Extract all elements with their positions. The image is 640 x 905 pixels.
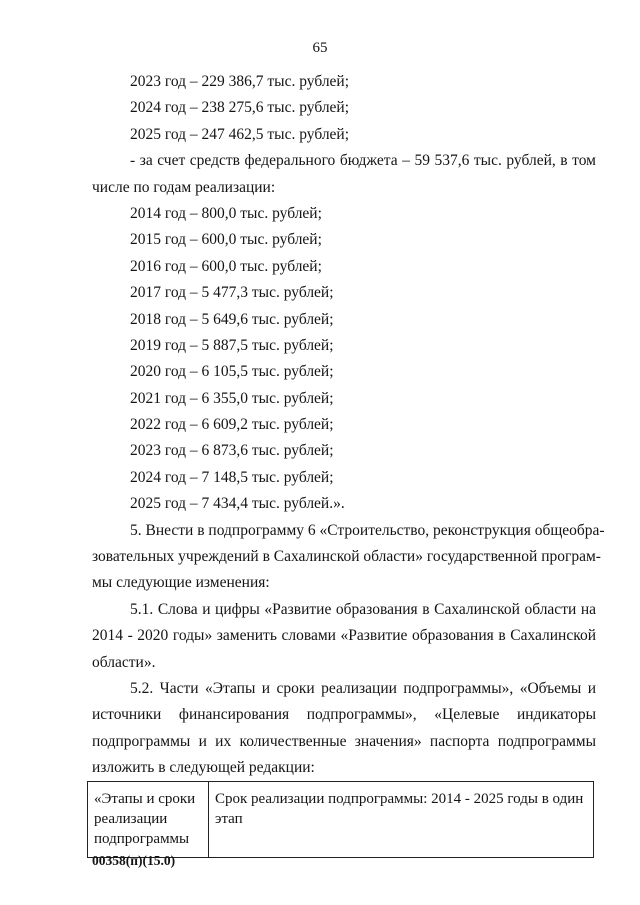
federal-line-2017: 2017 год – 5 477,3 тыс. рублей;: [130, 284, 334, 302]
paragraph-5-2-line-4: изложить в следующей редакции:: [92, 759, 315, 777]
federal-line-2025: 2025 год – 7 434,4 тыс. рублей.».: [130, 495, 345, 513]
paragraph-5-2-line-2: источники финансирования подпрограммы», «Целевые индикаторы: [92, 706, 596, 724]
federal-line-2014: 2014 год – 800,0 тыс. рублей;: [130, 204, 322, 222]
federal-line-2023: 2023 год – 6 873,6 тыс. рублей;: [130, 442, 334, 460]
table-cell-label: [88, 782, 209, 858]
budget-line-2024: 2024 год – 238 275,6 тыс. рублей;: [130, 99, 350, 117]
federal-line-2015: 2015 год – 600,0 тыс. рублей;: [130, 231, 322, 249]
document-code: 00358(п)(15.0): [92, 853, 176, 868]
paragraph-5-1-line-2: 2014 - 2020 годы» заменить словами «Развитие образования в Сахалинской: [92, 627, 596, 645]
budget-line-2023: 2023 год – 229 386,7 тыс. рублей;: [130, 73, 350, 90]
paragraph-5-line-1: 5. Внести в подпрограмму 6 «Строительство, реконструкция общеобра-: [130, 521, 605, 539]
federal-line-2018: 2018 год – 5 649,6 тыс. рублей;: [130, 310, 334, 328]
federal-line-2021: 2021 год – 6 355,0 тыс. рублей;: [130, 389, 334, 407]
paragraph-5-2-line-1: 5.2. Части «Этапы и сроки реализации подпрограммы», «Объемы и: [130, 679, 596, 697]
label-line: «Этапы и сроки: [94, 791, 196, 807]
page-number: 65: [312, 40, 328, 56]
table-cell-value: [209, 782, 594, 858]
label-line: подпрограммы: [94, 831, 190, 847]
paragraph-5-2-line-3: подпрограммы и их количественные значения» паспорта подпрограммы: [92, 732, 596, 750]
value-line: Срок реализации подпрограммы: 2014 - 2025 годы в один: [215, 791, 584, 807]
federal-line-2024: 2024 год – 7 148,5 тыс. рублей;: [130, 468, 334, 486]
federal-line-2016: 2016 год – 600,0 тыс. рублей;: [130, 257, 322, 275]
body-text: [92, 69, 605, 782]
federal-budget-line-cont: числе по годам реализации:: [92, 178, 276, 196]
paragraph-5-1-line-3: области».: [92, 653, 156, 671]
federal-budget-line: - за счет средств федерального бюджета – 59 537,6 тыс. рублей, в том: [130, 152, 596, 170]
value-line: этап: [215, 811, 243, 827]
paragraph-5-line-3: мы следующие изменения:: [92, 574, 270, 592]
paragraph-5-line-2: зовательных учреждений в Сахалинской области» государственной програм-: [92, 548, 601, 566]
table-row: [88, 782, 594, 858]
paragraph-5-1-line-1: 5.1. Слова и цифры «Развитие образования в Сахалинской области на: [130, 600, 596, 618]
federal-line-2019: 2019 год – 5 887,5 тыс. рублей;: [130, 336, 334, 354]
label-line: реализации: [94, 811, 168, 827]
passport-table: [87, 781, 594, 858]
federal-line-2022: 2022 год – 6 609,2 тыс. рублей;: [130, 416, 334, 434]
budget-line-2025: 2025 год – 247 462,5 тыс. рублей;: [130, 125, 350, 143]
federal-line-2020: 2020 год – 6 105,5 тыс. рублей;: [130, 363, 334, 381]
